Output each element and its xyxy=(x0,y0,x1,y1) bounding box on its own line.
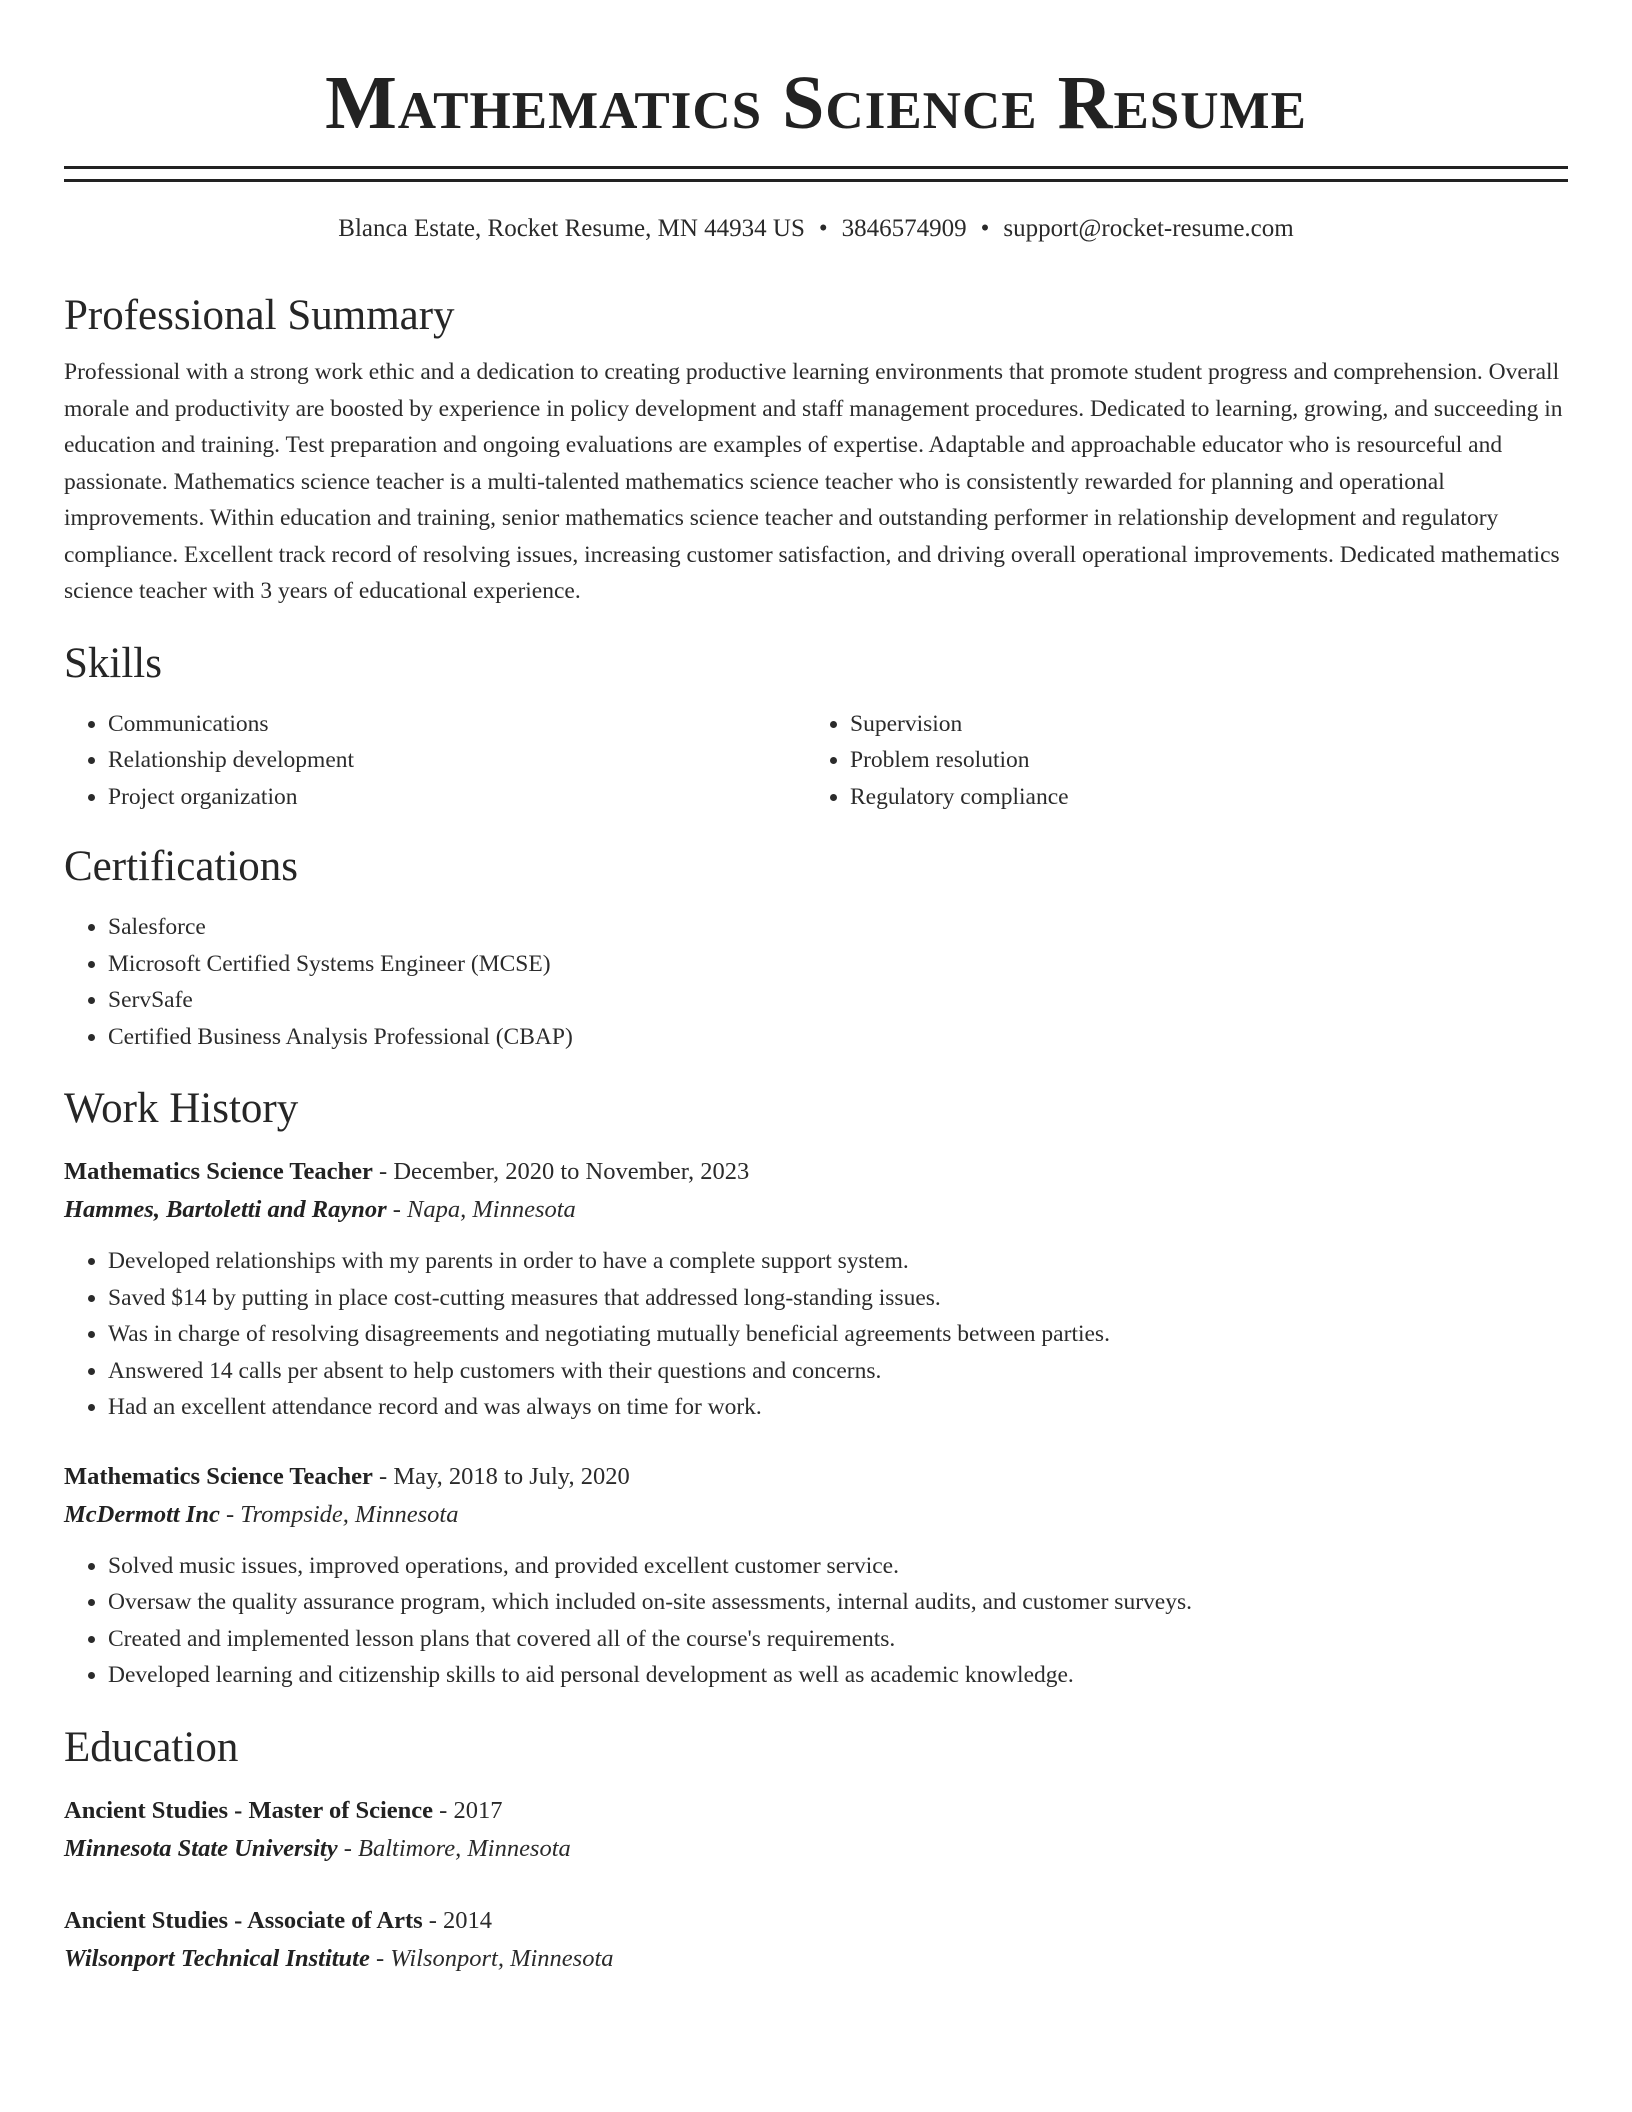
education-school-line xyxy=(64,1830,1568,1868)
certification-item: • ServSafe xyxy=(108,982,1568,1019)
contact-separator: • xyxy=(980,215,990,242)
job-bullet: • Developed learning and citizenship skills to aid personal development as well as academic knowledge. xyxy=(108,1657,1568,1694)
education-year: - 2017 xyxy=(439,1796,503,1824)
certifications-heading: Certifications xyxy=(64,843,299,890)
job-company-line xyxy=(64,1496,1568,1534)
job-bullets xyxy=(64,1548,1568,1694)
job-bullet: • Developed relationships with my parents in order to have a complete support system. xyxy=(108,1243,1568,1280)
skills-column-left xyxy=(64,706,806,816)
skills-list-right xyxy=(806,706,1548,816)
job-bullet: • Oversaw the quality assurance program, which included on-site assessments, internal audits, and customer surveys. xyxy=(108,1584,1568,1621)
education-degree: Ancient Studies - Associate of Arts xyxy=(64,1906,423,1934)
skills-heading: Skills xyxy=(64,639,162,687)
job-location: - Napa, Minnesota xyxy=(392,1196,576,1223)
job-company: Hammes, Bartoletti and Raynor xyxy=(64,1196,387,1223)
education-school: Wilsonport Technical Institute xyxy=(64,1944,370,1972)
job-entry xyxy=(64,1458,1568,1694)
certifications-list xyxy=(64,909,1568,1055)
job-dates: - December, 2020 to November, 2023 xyxy=(379,1158,750,1185)
education-location: - Wilsonport, Minnesota xyxy=(376,1944,614,1972)
skill-item: • Communications xyxy=(108,706,806,743)
certification-item: • Certified Business Analysis Professional (CBAP) xyxy=(108,1019,1568,1056)
job-bullet: • Was in charge of resolving disagreements and negotiating mutually beneficial agreements between parties. xyxy=(108,1316,1568,1353)
skill-item: • Regulatory compliance xyxy=(850,779,1548,816)
skill-item: • Project organization xyxy=(108,779,806,816)
contact-phone: 3846574909 xyxy=(841,215,967,242)
education-degree-line xyxy=(64,1792,1568,1830)
job-entry xyxy=(64,1153,1568,1426)
skill-item: • Relationship development xyxy=(108,742,806,779)
job-bullet: • Answered 14 calls per absent to help customers with their questions and concerns. xyxy=(108,1353,1568,1390)
education-degree: Ancient Studies - Master of Science xyxy=(64,1796,434,1824)
contact-email: support@rocket-resume.com xyxy=(1003,215,1294,242)
education-location: - Baltimore, Minnesota xyxy=(343,1834,571,1862)
job-title-line xyxy=(64,1458,1568,1496)
skills-grid xyxy=(64,706,1568,816)
contact-address: Blanca Estate, Rocket Resume, MN 44934 US xyxy=(338,215,805,242)
job-bullet: • Created and implemented lesson plans that covered all of the course's requirements. xyxy=(108,1621,1568,1658)
certification-item: • Microsoft Certified Systems Engineer (MCSE) xyxy=(108,946,1568,983)
summary-text: Professional with a strong work ethic and a dedication to creating productive learning environments that promote student progress and comprehension. Overall morale and productivity are boosted by experience in policy development and staff management procedures. Dedicated to learning, growing, and succeeding in education and training. Test preparation and ongoing evaluations are examples of expertise. Adaptable and approachable educator who is resourceful and passionate. Mathematics science teacher is a multi-talented mathematics science teacher who is consistently rewarded for planning and operational improvements. Within education and training, senior mathematics science teacher and outstanding performer in relationship development and regulatory compliance. Excellent track record of resolving issues, increasing customer satisfaction, and driving overall operational improvements. Dedicated mathematics science teacher with 3 years of educational experience. xyxy=(64,359,1563,604)
education-school: Minnesota State University xyxy=(64,1834,338,1862)
education-entry xyxy=(64,1792,1568,1868)
education-school-line xyxy=(64,1940,1568,1978)
job-dates: - May, 2018 to July, 2020 xyxy=(379,1462,630,1490)
skill-item: • Supervision xyxy=(850,706,1548,743)
job-bullets xyxy=(64,1243,1568,1426)
education-degree-line xyxy=(64,1902,1568,1940)
skills-list-left xyxy=(64,706,806,816)
job-bullet: • Had an excellent attendance record and was always on time for work. xyxy=(108,1389,1568,1426)
education-heading: Education xyxy=(64,1723,239,1771)
contact-separator: • xyxy=(818,215,828,242)
summary-heading: Professional Summary xyxy=(64,292,455,339)
job-title: Mathematics Science Teacher xyxy=(64,1462,373,1490)
job-title-line xyxy=(64,1153,1568,1191)
job-bullet: • Solved music issues, improved operations, and provided excellent customer service. xyxy=(108,1548,1568,1585)
skill-item: • Problem resolution xyxy=(850,742,1548,779)
certification-item: • Salesforce xyxy=(108,909,1568,946)
job-title: Mathematics Science Teacher xyxy=(64,1158,373,1185)
skills-column-right xyxy=(806,706,1548,816)
job-company: McDermott Inc xyxy=(64,1500,220,1528)
contact-line xyxy=(64,212,1568,246)
work-history-heading: Work History xyxy=(64,1085,299,1132)
title-double-rule xyxy=(64,166,1568,182)
job-bullet: • Saved $14 by putting in place cost-cutting measures that addressed long-standing issues. xyxy=(108,1280,1568,1317)
education-year: - 2014 xyxy=(428,1906,493,1934)
resume-title: Mathematics Science Resume xyxy=(325,61,1307,145)
education-entry xyxy=(64,1902,1568,1978)
job-location: - Trompside, Minnesota xyxy=(225,1500,459,1528)
job-company-line xyxy=(64,1191,1568,1229)
